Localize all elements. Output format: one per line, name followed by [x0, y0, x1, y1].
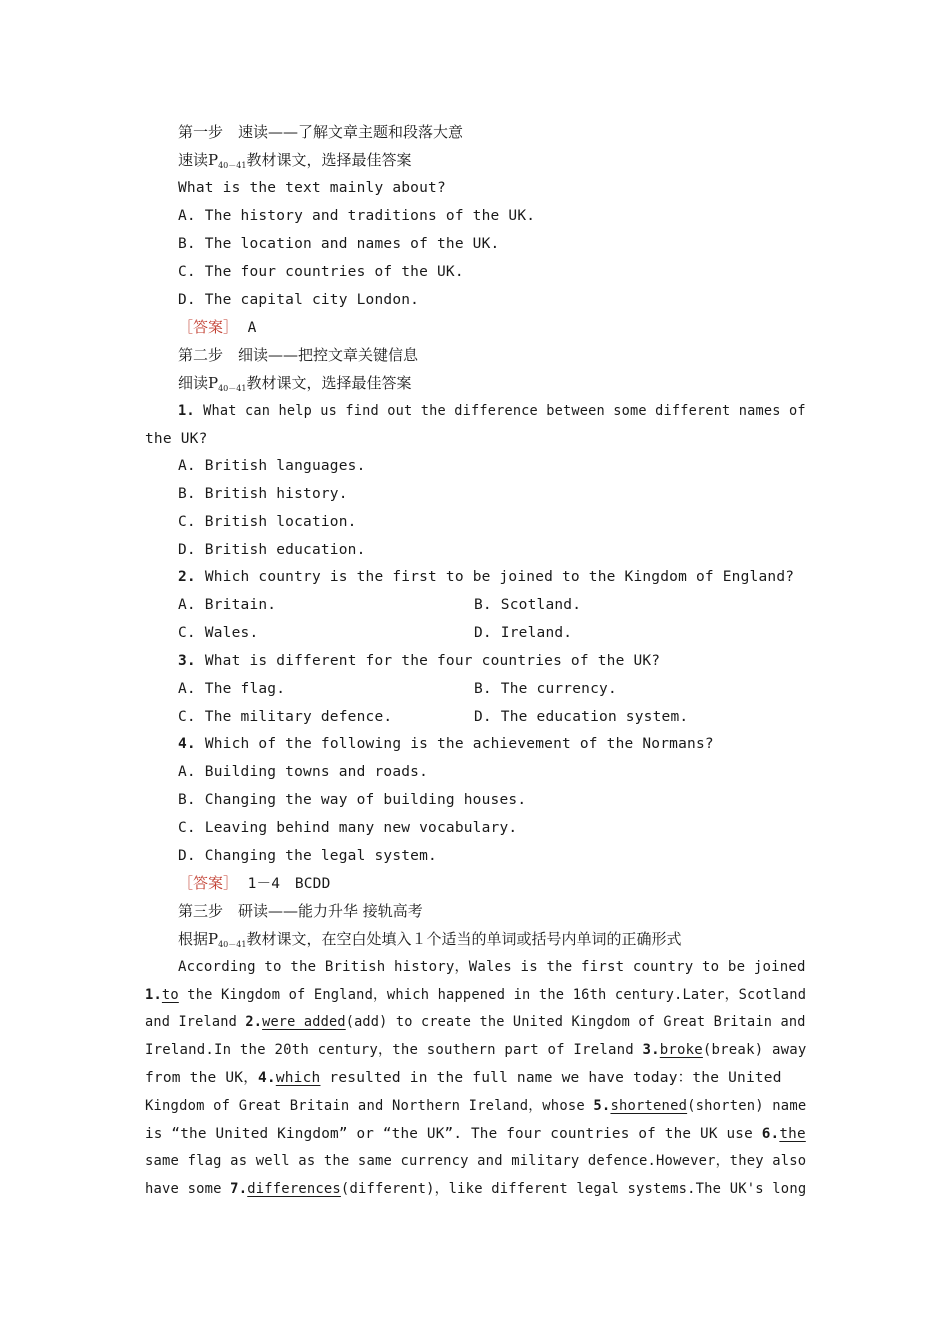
q3-line	[178, 651, 660, 671]
step1-option-d: D. The capital city London.	[178, 292, 420, 308]
step1-option-a: A. The history and traditions of the UK.	[178, 208, 536, 224]
page-range: 40－41	[218, 161, 247, 170]
q1-line1	[178, 401, 806, 421]
passage-text: resulted in the full name we have today：the United	[329, 1070, 782, 1086]
q1-number: 1.	[178, 403, 195, 419]
blank-5-answer: shortened	[610, 1098, 688, 1114]
passage-text: Ireland.In the 20th century，the southern part of Ireland	[145, 1042, 634, 1058]
answer-label: ［答案］	[178, 318, 239, 336]
q2-option-d: D. Ireland.	[474, 625, 573, 641]
blank-6-answer: the	[779, 1126, 806, 1142]
blank-2-answer: were added	[262, 1014, 346, 1030]
blank-3-number: 3.	[642, 1042, 660, 1058]
blank-3-answer: broke	[659, 1042, 703, 1058]
q1-line2: the UK?	[145, 431, 208, 447]
blank-4-number: 4.	[257, 1070, 276, 1086]
passage-line-1: According to the British history，Wales is the first country to be joined	[178, 959, 806, 975]
instr-post: 教材课文，选择最佳答案	[246, 374, 412, 392]
q1-text: What can help us find out the difference between some different names of	[203, 403, 806, 419]
q3-option-a: A. The flag.	[178, 681, 286, 697]
q4-option-c: C. Leaving behind many new vocabulary.	[178, 820, 518, 836]
passage-text: (different)，like different legal systems.The UK's long	[340, 1181, 807, 1197]
passage-line-6	[145, 1096, 806, 1116]
instr-pre: 细读P	[178, 374, 219, 392]
blank-7-answer: differences	[247, 1181, 341, 1197]
q3-option-c: C. The military defence.	[178, 709, 393, 725]
q4-option-d: D. Changing the legal system.	[178, 848, 437, 864]
q4-option-a: A. Building towns and roads.	[178, 764, 429, 780]
q2-option-a: A. Britain.	[178, 597, 277, 613]
q4-line	[178, 734, 714, 754]
passage-line-3	[145, 1012, 806, 1032]
passage-text: the Kingdom of England，which happened in the 16th century.Later，Scotland	[187, 987, 807, 1003]
q2-option-c: C. Wales.	[178, 625, 259, 641]
passage-line-9	[145, 1179, 806, 1199]
passage-line-2	[145, 985, 806, 1005]
blank-1-number: 1.	[145, 987, 162, 1003]
passage-line-8: same flag as well as the same currency and military defence.However，they also	[145, 1153, 807, 1169]
q4-number: 4.	[178, 736, 196, 752]
passage-text: and Ireland	[145, 1014, 237, 1030]
step1-title: 第一步 速读——了解文章主题和段落大意	[178, 123, 464, 141]
step1-option-c: C. The four countries of the UK.	[178, 264, 464, 280]
q3-number: 3.	[178, 653, 196, 669]
passage-text: is “the United Kingdom” or “the UK”. The four countries of the UK use	[145, 1126, 753, 1142]
q1-option-d: D. British education.	[178, 542, 366, 558]
instr-pre: 速读P	[178, 151, 219, 169]
instr-pre: 根据P	[178, 930, 219, 948]
answer-value: 1－4 BCDD	[247, 876, 331, 892]
q2-number: 2.	[178, 569, 196, 585]
blank-1-answer: to	[161, 987, 179, 1003]
blank-7-number: 7.	[230, 1181, 248, 1197]
answer-value: A	[247, 320, 257, 336]
q2-text: Which country is the first to be joined to the Kingdom of England?	[204, 569, 795, 585]
passage-text: (break) away	[702, 1042, 807, 1058]
passage-text: from the UK，	[145, 1070, 258, 1086]
blank-5-number: 5.	[593, 1098, 611, 1114]
q1-option-c: C. British location.	[178, 514, 357, 530]
instr-post: 教材课文，在空白处填入１个适当的单词或括号内单词的正确形式	[246, 930, 682, 948]
q2-line	[178, 567, 794, 587]
passage-text: have some	[145, 1181, 222, 1197]
blank-4-answer: which	[275, 1070, 321, 1086]
q4-text: Which of the following is the achievement of the Normans?	[204, 736, 714, 752]
blank-2-number: 2.	[245, 1014, 263, 1030]
step2-title: 第二步 细读——把控文章关键信息	[178, 346, 419, 364]
blank-6-number: 6.	[761, 1126, 780, 1142]
passage-text: Kingdom of Great Britain and Northern Ireland，whose	[145, 1098, 585, 1114]
passage-text: (shorten) name	[687, 1098, 807, 1114]
step2-answer	[178, 873, 331, 894]
step1-instruction	[178, 150, 411, 173]
step3-instruction	[178, 929, 681, 952]
step2-instruction	[178, 373, 411, 396]
step1-option-b: B. The location and names of the UK.	[178, 236, 500, 252]
passage-line-4	[145, 1040, 806, 1060]
step3-title: 第三步 研读——能力升华 接轨高考	[178, 902, 423, 920]
q4-option-b: B. Changing the way of building houses.	[178, 792, 527, 808]
page-range: 40－41	[218, 384, 247, 393]
passage-line-7	[145, 1124, 806, 1144]
answer-label: ［答案］	[178, 874, 239, 892]
q3-option-b: B. The currency.	[474, 681, 617, 697]
step1-question: What is the text mainly about?	[178, 180, 446, 196]
q1-option-a: A. British languages.	[178, 458, 366, 474]
q2-option-b: B. Scotland.	[474, 597, 582, 613]
passage-text: (add) to create the United Kingdom of Great Britain and	[345, 1014, 806, 1030]
q3-option-d: D. The education system.	[474, 709, 689, 725]
q1-option-b: B. British history.	[178, 486, 348, 502]
page-range: 40－41	[218, 940, 247, 949]
passage-line-5	[145, 1068, 782, 1088]
instr-post: 教材课文，选择最佳答案	[246, 151, 412, 169]
step1-answer	[178, 317, 257, 338]
q3-text: What is different for the four countries of the UK?	[204, 653, 661, 669]
